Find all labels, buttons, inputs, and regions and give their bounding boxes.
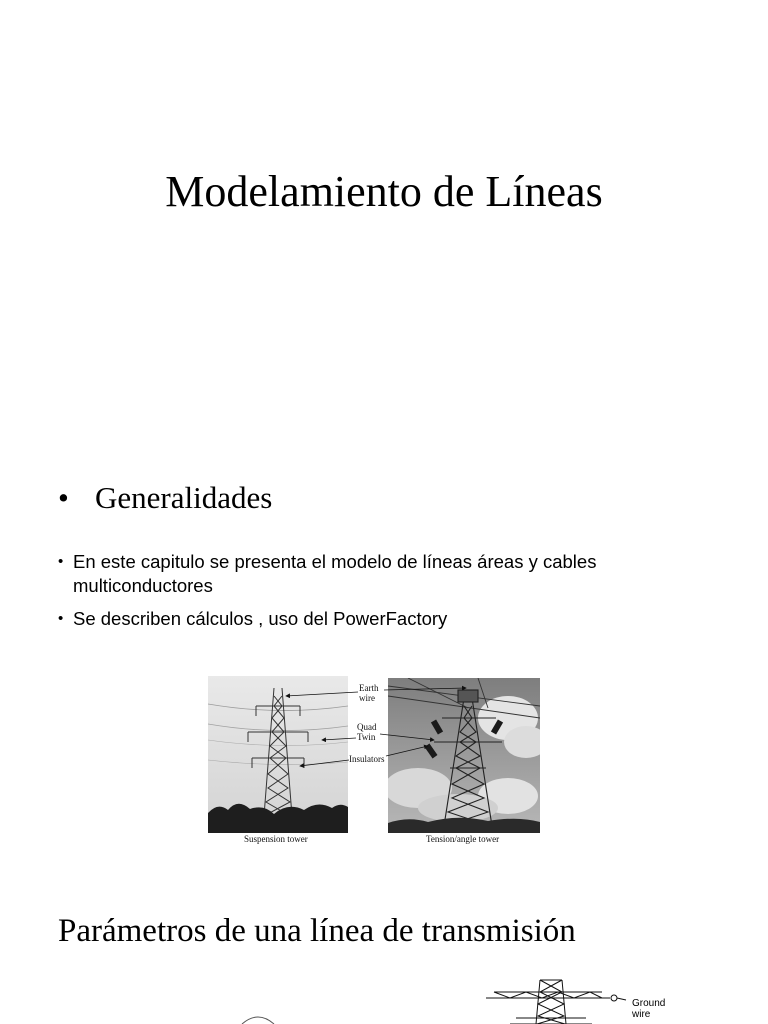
label-line: Quad xyxy=(357,722,377,732)
label-line: Earth xyxy=(359,683,379,693)
label-line: wire xyxy=(359,693,375,703)
slide-title: Modelamiento de Líneas xyxy=(165,167,603,216)
section-heading-parametros: Parámetros de una línea de transmisión xyxy=(58,913,576,949)
bullet-dot: • xyxy=(58,480,69,515)
tension-tower-caption: Tension/angle tower xyxy=(426,834,500,844)
sub-bullet-text: En este capitulo se presenta el modelo de líneas áreas y cables multiconductores xyxy=(73,551,597,596)
label-line: wire xyxy=(632,1009,651,1020)
sub-bullet xyxy=(58,607,698,631)
section-heading: Generalidades xyxy=(95,480,273,515)
label-line: Twin xyxy=(357,732,376,742)
partial-circle-shape xyxy=(240,1014,276,1024)
insulators-label: Insulators xyxy=(349,754,385,764)
tower-diagram xyxy=(470,972,700,1024)
bullet-dot: • xyxy=(58,610,64,627)
ground-wire-label xyxy=(632,998,665,1020)
tower-figure xyxy=(206,676,542,848)
label-line: Ground xyxy=(632,998,666,1009)
suspension-tower-caption: Suspension tower xyxy=(244,834,308,844)
label-arrows xyxy=(206,676,542,848)
sub-bullet xyxy=(58,550,698,598)
bullet-dot: • xyxy=(58,553,64,570)
sub-bullet-text: Se describen cálculos , uso del PowerFactory xyxy=(73,608,448,629)
